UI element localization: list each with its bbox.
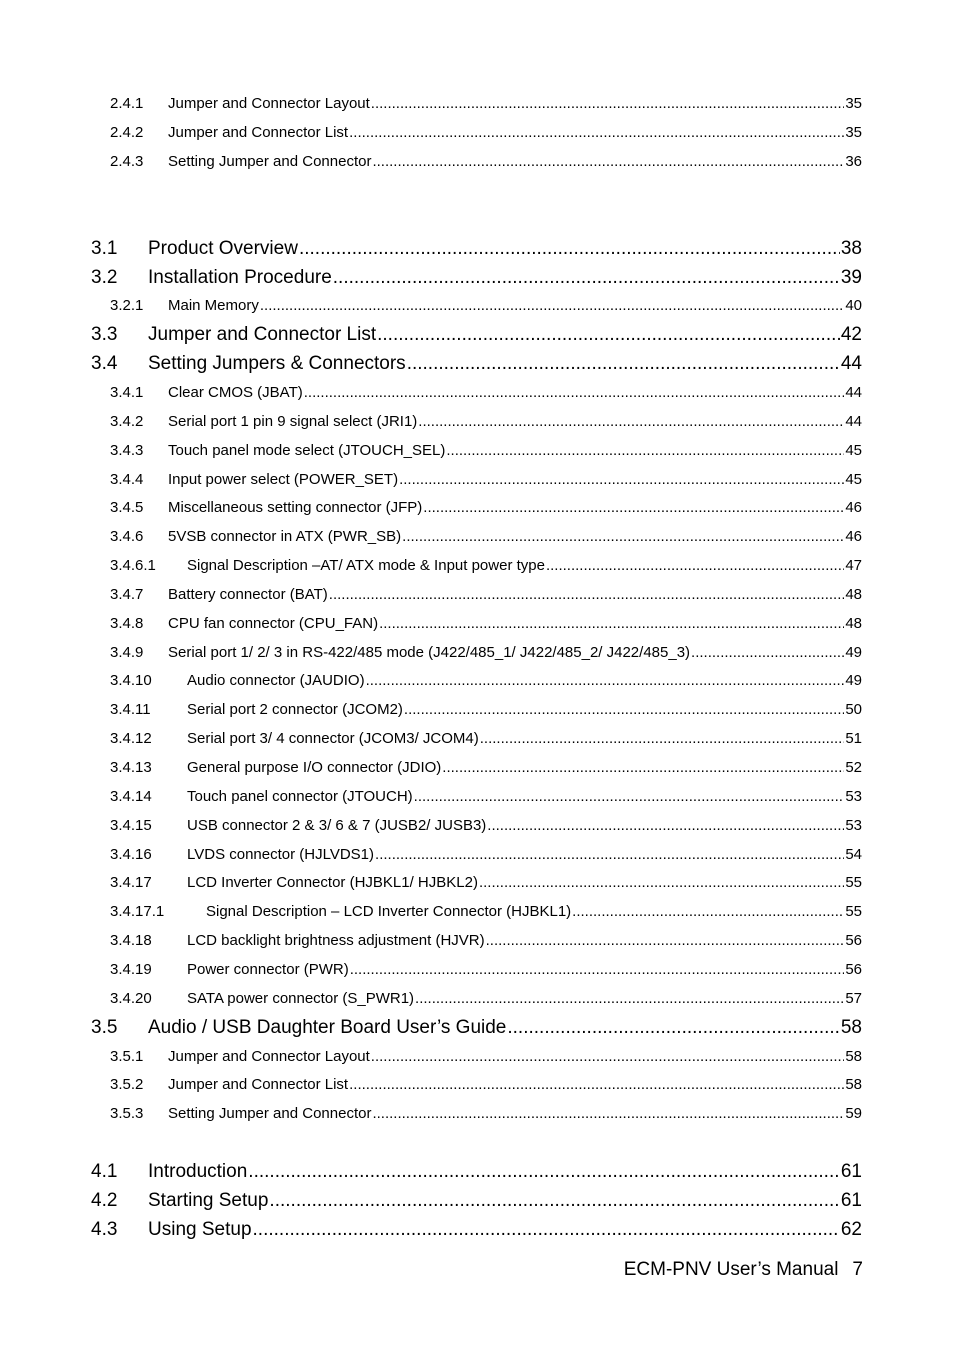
toc-entry-page: 45 — [845, 442, 862, 459]
toc-entry-body — [168, 297, 862, 314]
toc-entry-page: 57 — [845, 990, 862, 1007]
toc-entry-number: 3.5.3 — [110, 1105, 144, 1122]
toc-entry-number: 3.5 — [91, 1017, 118, 1038]
toc-entry-title: Signal Description –AT/ ATX mode & Input power type — [187, 557, 545, 574]
toc-entry-body — [168, 124, 862, 141]
toc-entry-page: 46 — [845, 499, 862, 516]
toc-entry-title: Serial port 1 pin 9 signal select (JRI1) — [168, 413, 418, 430]
page-number: 7 — [852, 1259, 863, 1280]
toc-entry-body — [168, 413, 862, 430]
toc-entry-body — [168, 442, 862, 459]
toc-entry-number: 3.5.2 — [110, 1076, 144, 1093]
toc-entry-page: 53 — [845, 788, 862, 805]
dot-leader — [407, 353, 840, 375]
dot-leader — [486, 932, 845, 949]
dot-leader — [546, 557, 844, 574]
toc-entry-number: 3.4.12 — [110, 730, 152, 747]
toc-entry-title: Jumper and Connector Layout — [168, 1048, 370, 1065]
toc-entry-title: Miscellaneous setting connector (JFP) — [168, 499, 423, 516]
toc-entry-body — [148, 1017, 862, 1039]
toc-entry-body — [148, 324, 862, 346]
toc-entry-page: 61 — [840, 1161, 862, 1182]
toc-entry-body — [187, 788, 862, 805]
toc-entry-title: Power connector (PWR) — [187, 961, 349, 978]
toc-entry-page: 58 — [845, 1048, 862, 1065]
toc-entry-title: General purpose I/O connector (JDIO) — [187, 759, 442, 776]
toc-entry-number: 3.4.14 — [110, 788, 152, 805]
toc-entry-number: 2.4.3 — [110, 153, 144, 170]
dot-leader — [333, 267, 840, 289]
toc-entry-body — [148, 267, 862, 289]
toc-entry-title: Installation Procedure — [148, 267, 332, 288]
toc-entry-title: Setting Jumpers & Connectors — [148, 353, 406, 374]
dot-leader — [423, 499, 844, 516]
toc-entry-body — [148, 238, 862, 260]
toc-entry-body — [168, 1076, 862, 1093]
toc-entry-page: 39 — [840, 267, 862, 288]
toc-entry-page: 36 — [845, 153, 862, 170]
toc-entry-page: 48 — [845, 615, 862, 632]
toc-entry-title: Battery connector (BAT) — [168, 586, 328, 603]
toc-entry-number: 3.4.2 — [110, 413, 144, 430]
toc-entry-page: 56 — [845, 932, 862, 949]
dot-leader — [404, 701, 844, 718]
toc-entry-page: 44 — [845, 384, 862, 401]
toc-entry-body — [187, 730, 862, 747]
toc-entry-page: 44 — [840, 353, 862, 374]
toc-entry-body — [168, 1105, 862, 1122]
toc-entry-number: 4.2 — [91, 1190, 118, 1211]
toc-entry-body — [168, 471, 862, 488]
dot-leader — [349, 1076, 844, 1093]
toc-entry-page: 59 — [845, 1105, 862, 1122]
toc-entry-number: 3.5.1 — [110, 1048, 144, 1065]
toc-entry-page: 42 — [840, 324, 862, 345]
toc-entry-body — [187, 874, 862, 891]
toc-entry-title: LVDS connector (HJLVDS1) — [187, 846, 375, 863]
toc-entry-page: 49 — [845, 644, 862, 661]
dot-leader — [399, 471, 844, 488]
toc-entry-page: 40 — [845, 297, 862, 314]
toc-entry-page: 49 — [845, 672, 862, 689]
dot-leader — [414, 788, 845, 805]
dot-leader — [371, 95, 845, 112]
toc-entry-body — [148, 1161, 862, 1183]
toc-entry-number: 3.1 — [91, 238, 118, 259]
toc-entry-number: 3.4.16 — [110, 846, 152, 863]
toc-entry-number: 4.1 — [91, 1161, 118, 1182]
dot-leader — [487, 817, 844, 834]
toc-entry-body — [168, 644, 862, 661]
dot-leader — [480, 730, 845, 747]
toc-entry-number: 3.4.17 — [110, 874, 152, 891]
toc-entry-number: 3.4.1 — [110, 384, 144, 401]
toc-entry-page: 35 — [845, 124, 862, 141]
toc-entry-title: Setting Jumper and Connector — [168, 1105, 372, 1122]
dot-leader — [372, 153, 844, 170]
dot-leader — [379, 615, 844, 632]
toc-entry-title: Input power select (POWER_SET) — [168, 471, 399, 488]
toc-entry-title: Audio / USB Daughter Board User’s Guide — [148, 1017, 507, 1038]
toc-entry-title: Using Setup — [148, 1219, 252, 1240]
toc-entry-body — [168, 384, 862, 401]
toc-entry-body — [206, 903, 862, 920]
toc-entry-body — [187, 557, 862, 574]
toc-entry-number: 3.4.17.1 — [110, 903, 165, 920]
dot-leader — [299, 238, 840, 260]
toc-entry-body — [148, 353, 862, 375]
dot-leader — [572, 903, 844, 920]
dot-leader — [372, 1105, 844, 1122]
toc-entry-title: Touch panel mode select (JTOUCH_SEL) — [168, 442, 446, 459]
toc-entry-page: 35 — [845, 95, 862, 112]
toc-entry-body — [148, 1219, 862, 1241]
toc-entry-page: 62 — [840, 1219, 862, 1240]
dot-leader — [366, 672, 845, 689]
toc-entry-page: 52 — [845, 759, 862, 776]
toc-entry-number: 2.4.1 — [110, 95, 144, 112]
toc-entry-title: Serial port 1/ 2/ 3 in RS-422/485 mode (J422/485_1/ J422/485_2/ J422/485_3) — [168, 644, 691, 661]
toc-entry-number: 4.3 — [91, 1219, 118, 1240]
toc-entry-page: 45 — [845, 471, 862, 488]
toc-entry-title: CPU fan connector (CPU_FAN) — [168, 615, 379, 632]
toc-entry-title: Clear CMOS (JBAT) — [168, 384, 303, 401]
toc-entry-body — [187, 961, 862, 978]
toc-entry-page: 46 — [845, 528, 862, 545]
toc-entry-title: LCD backlight brightness adjustment (HJVR) — [187, 932, 485, 949]
dot-leader — [350, 961, 845, 978]
toc-entry-body — [187, 759, 862, 776]
toc-entry-body — [187, 846, 862, 863]
toc-entry-title: USB connector 2 & 3/ 6 & 7 (JUSB2/ JUSB3) — [187, 817, 487, 834]
toc-entry-page: 53 — [845, 817, 862, 834]
dot-leader — [253, 1219, 840, 1241]
toc-entry-title: 5VSB connector in ATX (PWR_SB) — [168, 528, 402, 545]
toc-entry-page: 38 — [840, 238, 862, 259]
toc-entry-body — [187, 932, 862, 949]
toc-entry-page: 56 — [845, 961, 862, 978]
toc-entry-number: 3.4.8 — [110, 615, 144, 632]
toc-entry-page: 47 — [845, 557, 862, 574]
toc-entry-number: 3.2 — [91, 267, 118, 288]
toc-entry-body — [168, 95, 862, 112]
toc-entry-number: 3.4.15 — [110, 817, 152, 834]
toc-entry-body — [168, 1048, 862, 1065]
toc-entry-body — [168, 586, 862, 603]
dot-leader — [442, 759, 844, 776]
toc-entry-title: Jumper and Connector List — [168, 124, 349, 141]
toc-entry-body — [187, 817, 862, 834]
toc-entry-page: 58 — [840, 1017, 862, 1038]
toc-entry-number: 3.4.3 — [110, 442, 144, 459]
dot-leader — [329, 586, 845, 603]
toc-entry-title: Setting Jumper and Connector — [168, 153, 372, 170]
toc-entry-number: 3.4.7 — [110, 586, 144, 603]
toc-entry-number: 3.4.11 — [110, 701, 151, 718]
toc-entry-title: Product Overview — [148, 238, 298, 259]
toc-entry-title: LCD Inverter Connector (HJBKL1/ HJBKL2) — [187, 874, 478, 891]
toc-entry-title: Jumper and Connector List — [168, 1076, 349, 1093]
toc-entry-number: 3.4.6.1 — [110, 557, 156, 574]
dot-leader — [371, 1048, 845, 1065]
toc-entry-title: Jumper and Connector List — [148, 324, 377, 345]
dot-leader — [248, 1161, 840, 1183]
toc-entry-page: 48 — [845, 586, 862, 603]
toc-entry-number: 3.3 — [91, 324, 118, 345]
toc-entry-number: 3.4.5 — [110, 499, 144, 516]
dot-leader — [260, 297, 844, 314]
toc-entry-title: Signal Description – LCD Inverter Connector (HJBKL1) — [206, 903, 572, 920]
toc-entry-body — [168, 153, 862, 170]
toc-entry-page: 54 — [845, 846, 862, 863]
toc-entry-number: 3.2.1 — [110, 297, 144, 314]
dot-leader — [349, 124, 844, 141]
toc-entry-page: 51 — [845, 730, 862, 747]
dot-leader — [415, 990, 844, 1007]
toc-entry-title: Touch panel connector (JTOUCH) — [187, 788, 413, 805]
toc-entry-title: Main Memory — [168, 297, 259, 314]
toc-entry-page: 61 — [840, 1190, 862, 1211]
toc-entry-page: 55 — [845, 903, 862, 920]
toc-entry-body — [187, 701, 862, 718]
dot-leader — [269, 1190, 839, 1212]
dot-leader — [402, 528, 844, 545]
toc-entry-number: 3.4 — [91, 353, 118, 374]
toc-entry-title: Serial port 2 connector (JCOM2) — [187, 701, 403, 718]
dot-leader — [304, 384, 845, 401]
toc-entry-body — [187, 990, 862, 1007]
toc-entry-page: 55 — [845, 874, 862, 891]
toc-entry-body — [168, 528, 862, 545]
toc-entry-number: 3.4.4 — [110, 471, 144, 488]
toc-entry-body — [168, 499, 862, 516]
dot-leader — [377, 324, 840, 346]
toc-entry-number: 3.4.9 — [110, 644, 144, 661]
dot-leader — [446, 442, 844, 459]
toc-entry-number: 3.4.6 — [110, 528, 144, 545]
toc-entry-title: Introduction — [148, 1161, 248, 1182]
dot-leader — [507, 1017, 839, 1039]
toc-entry-page: 44 — [845, 413, 862, 430]
toc-entry-page: 50 — [845, 701, 862, 718]
toc-entry-body — [168, 615, 862, 632]
toc-entry-page: 58 — [845, 1076, 862, 1093]
toc-entry-number: 3.4.19 — [110, 961, 152, 978]
toc-entry-title: SATA power connector (S_PWR1) — [187, 990, 415, 1007]
page-footer — [624, 1259, 863, 1281]
dot-leader — [375, 846, 844, 863]
toc-entry-number: 3.4.13 — [110, 759, 152, 776]
toc-entry-title: Jumper and Connector Layout — [168, 95, 370, 112]
toc-entry-title: Starting Setup — [148, 1190, 269, 1211]
toc-entry-number: 3.4.10 — [110, 672, 152, 689]
toc-entry-body — [187, 672, 862, 689]
toc-entry-body — [148, 1190, 862, 1212]
dot-leader — [691, 644, 844, 661]
toc-entry-number: 3.4.20 — [110, 990, 152, 1007]
toc-entry-title: Audio connector (JAUDIO) — [187, 672, 365, 689]
toc-entry-number: 3.4.18 — [110, 932, 152, 949]
dot-leader — [418, 413, 844, 430]
toc-entry-number: 2.4.2 — [110, 124, 144, 141]
manual-title: ECM-PNV User’s Manual — [623, 1259, 839, 1280]
toc-entry-title: Serial port 3/ 4 connector (JCOM3/ JCOM4) — [187, 730, 479, 747]
dot-leader — [479, 874, 844, 891]
